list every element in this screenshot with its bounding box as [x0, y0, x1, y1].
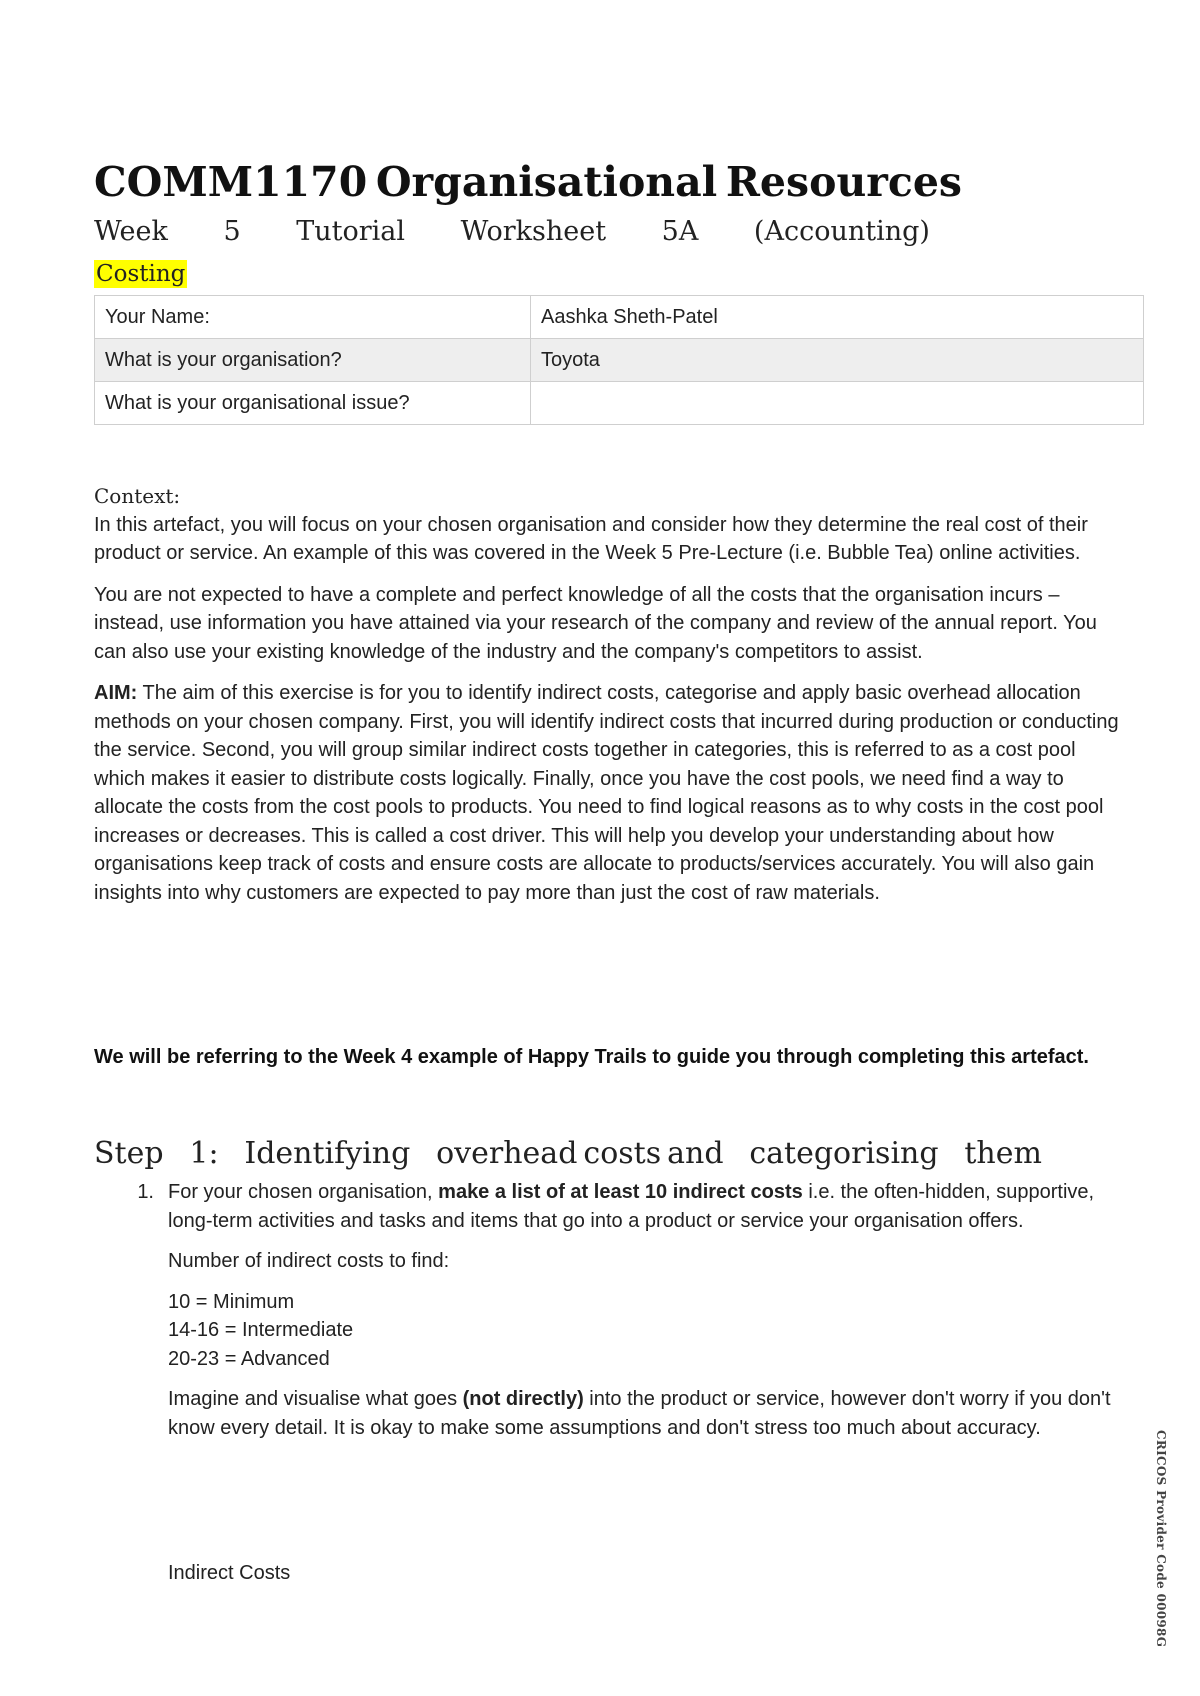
imagine-pre: Imagine and visualise what goes	[168, 1388, 463, 1410]
subtitle-code: 5A	[661, 216, 699, 247]
step-heading-word: Step	[94, 1136, 164, 1171]
subtitle-week: Week	[94, 216, 168, 247]
student-info-table	[94, 295, 1144, 425]
level-intermediate: 14-16 = Intermediate	[168, 1319, 354, 1341]
context-paragraph-1: In this artefact, you will focus on your chosen organisation and consider how they determine the real cost of their product or service. An example of this was covered in the Week 5 Pre-Lecture (i.e. Bubble Tea) online activities.	[94, 513, 1088, 564]
step-1-heading	[94, 1136, 1042, 1171]
context-paragraph-2: You are not expected to have a complete and perfect knowledge of all the costs that the organisation incurs – instead, use information you have attained via your research of the company and review of the annual report. You can also use your existing knowledge of the industry and the company's competitors to assist.	[94, 583, 1097, 663]
issue-label: What is your organisational issue?	[95, 382, 531, 425]
subtitle-worksheet: Worksheet	[460, 216, 607, 247]
referral-note: We will be referring to the Week 4 example of Happy Trails to guide you through completing this artefact.	[94, 1046, 1089, 1068]
indirect-costs-label: Indirect Costs	[168, 1562, 291, 1584]
imagine-paragraph	[168, 1385, 1134, 1442]
imagine-emphasis: (not directly)	[462, 1388, 584, 1410]
step-heading-word: them	[964, 1136, 1042, 1171]
step-heading-word: 1:	[189, 1136, 219, 1171]
aim-label: AIM:	[94, 682, 138, 704]
table-row	[95, 296, 1144, 339]
aim-paragraph	[94, 679, 1124, 907]
course-name-word-2: Resources	[725, 158, 962, 206]
subtitle-area: (Accounting)	[753, 216, 930, 247]
course-code: COMM1170	[94, 158, 368, 206]
instruction-rest: i.e. the often-hidden, supportive, long-term activities and tasks and items that go into a product or service your organisation offers.	[168, 1181, 1095, 1232]
list-number: 1.	[137, 1181, 154, 1203]
step-heading-word: overhead	[436, 1136, 578, 1171]
step-heading-group	[436, 1136, 723, 1171]
step-1-list	[94, 1178, 1134, 1454]
step-heading-word: categorising	[749, 1136, 939, 1171]
instruction-paragraph	[168, 1178, 1134, 1235]
cricos-watermark: CRICOS Provider Code 00098G	[1154, 1430, 1168, 1648]
levels-list	[168, 1288, 1134, 1374]
name-field[interactable]: Aashka Sheth-Patel	[531, 296, 1144, 339]
step-heading-word: and	[667, 1136, 724, 1171]
name-label: Your Name:	[95, 296, 531, 339]
table-row	[95, 382, 1144, 425]
instruction-emphasis: make a list of at least 10 indirect costs	[438, 1181, 803, 1203]
list-item	[94, 1178, 1134, 1454]
aim-text: The aim of this exercise is for you to identify indirect costs, categorise and apply basic overhead allocation methods on your chosen company. First, you will identify indirect costs that incurred during production or conducting the service. Second, you will group similar indirect costs together in categories, this is referred to as a cost pool which makes it easier to distribute costs logically. Finally, once you have the cost pools, we need find a way to allocate the costs from the cost pools to products. You need to find logical reasons as to why costs in the cost pool increases or decreases. This is called a cost driver. This will help you develop your understanding about how organisations keep track of costs and ensure costs are allocate to products/services accurately. You will also gain insights into why customers are expected to pay more than just the cost of raw materials.	[94, 682, 1119, 904]
step-heading-word: Identifying	[244, 1136, 411, 1171]
step-heading-word: costs	[583, 1136, 662, 1171]
issue-field[interactable]	[531, 382, 1144, 425]
worksheet-subtitle	[94, 216, 930, 247]
course-title	[94, 158, 962, 206]
table-row	[95, 339, 1144, 382]
instruction-intro: For your chosen organisation,	[168, 1181, 439, 1203]
subtitle-week-number: 5	[223, 216, 241, 247]
levels-heading: Number of indirect costs to find:	[168, 1250, 450, 1272]
subtitle-tutorial: Tutorial	[296, 216, 405, 247]
imagine-post: into the product or service, however don't worry if you don't know every detail. It is okay to make some assumptions and don't stress too much about accuracy.	[168, 1388, 1111, 1439]
course-name-word-1: Organisational	[375, 158, 718, 206]
context-section	[94, 482, 1124, 920]
topic-highlight: Costing	[96, 261, 186, 287]
list-item-content	[168, 1178, 1134, 1454]
organisation-label: What is your organisation?	[95, 339, 531, 382]
organisation-field[interactable]: Toyota	[531, 339, 1144, 382]
level-advanced: 20-23 = Advanced	[168, 1347, 330, 1370]
level-minimum: 10 = Minimum	[168, 1290, 295, 1313]
context-heading: Context:	[94, 484, 181, 508]
